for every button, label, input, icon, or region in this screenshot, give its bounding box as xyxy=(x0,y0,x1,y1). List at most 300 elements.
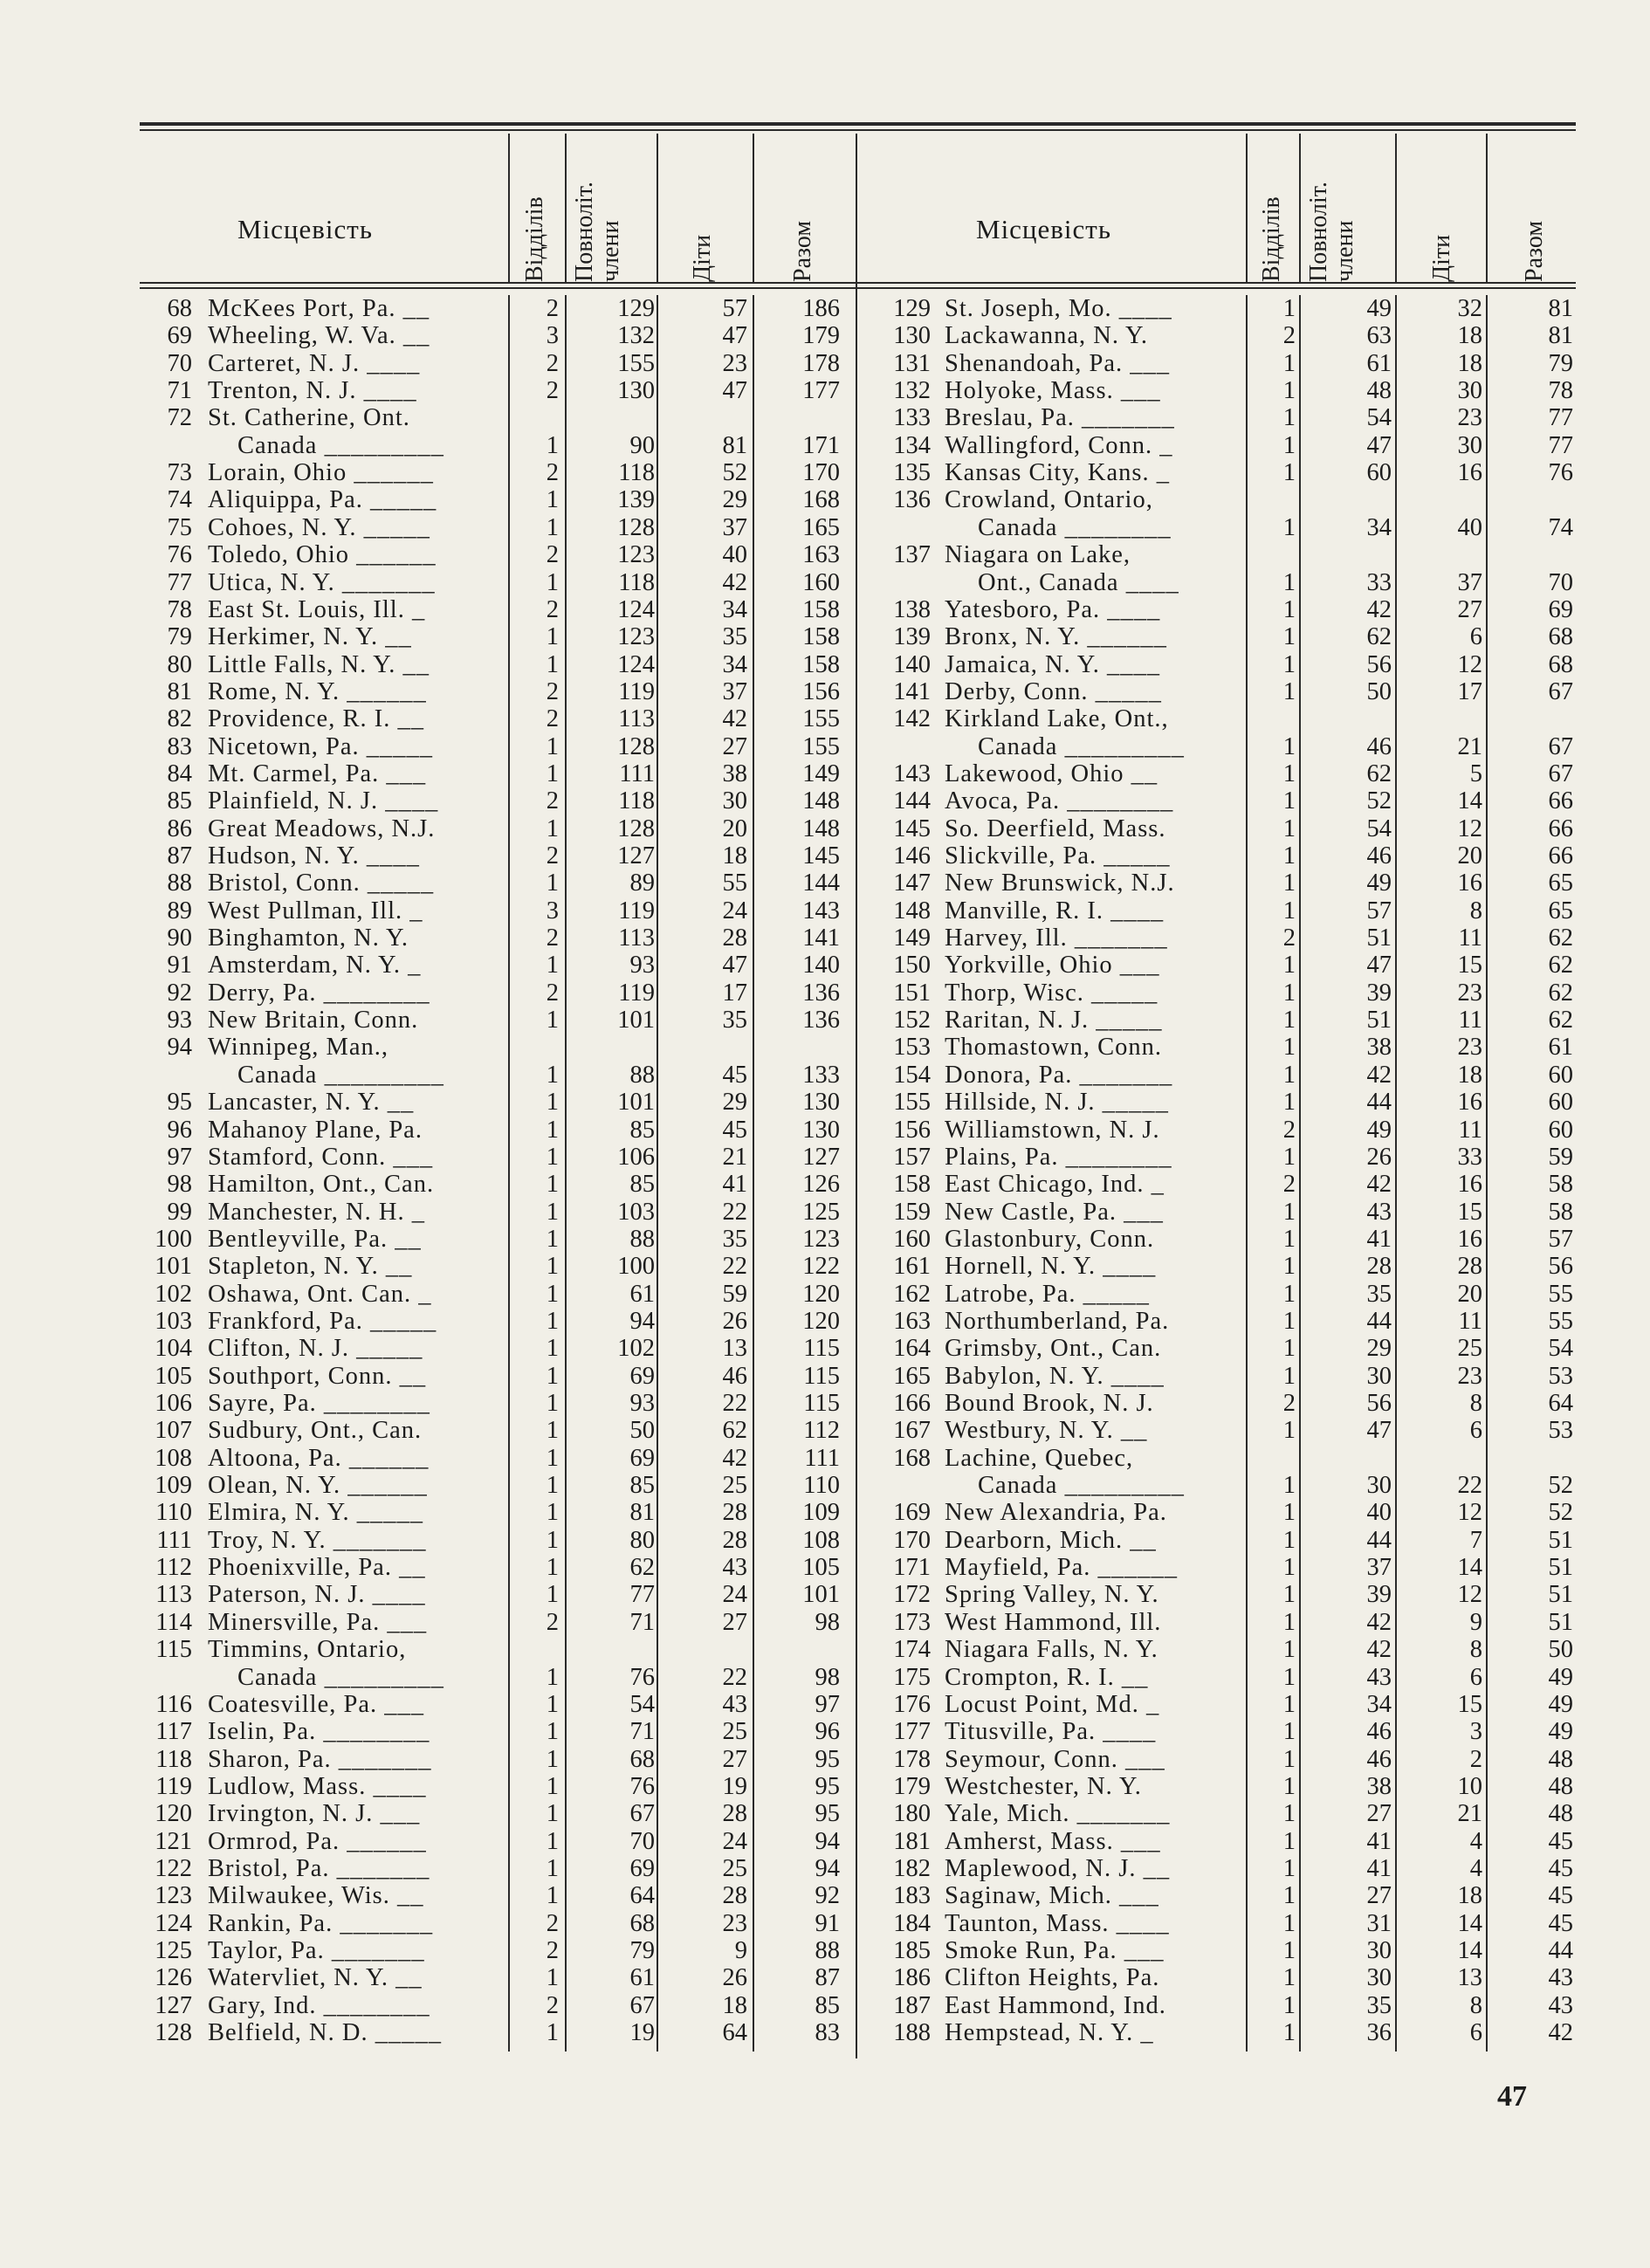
members-value: 57 xyxy=(1366,897,1392,924)
row-number: 110 xyxy=(155,1499,192,1527)
place-name: Hudson, N. Y. ____ xyxy=(208,842,420,869)
members-value: 113 xyxy=(618,924,655,952)
members-value: 42 xyxy=(1366,595,1392,623)
row-number: 71 xyxy=(167,377,192,405)
place-name: Lakewood, Ohio __ xyxy=(945,759,1158,787)
children-value: 15 xyxy=(1457,1690,1482,1718)
members-value: 47 xyxy=(1366,952,1392,979)
members-value: 49 xyxy=(1366,1116,1392,1144)
place-name: Canada _________ xyxy=(237,431,444,459)
place-name: Bentleyville, Pa. __ xyxy=(208,1225,422,1253)
row-number: 80 xyxy=(167,650,192,678)
total-value: 66 xyxy=(1548,787,1573,815)
branches-value: 1 xyxy=(1282,1581,1296,1609)
total-value: 122 xyxy=(802,1253,840,1281)
children-value: 20 xyxy=(722,814,747,842)
row-number: 115 xyxy=(155,1636,192,1664)
members-value: 69 xyxy=(629,1444,655,1472)
row-number: 147 xyxy=(893,869,931,897)
total-value: 79 xyxy=(1548,349,1573,377)
total-value: 149 xyxy=(802,759,840,787)
total-value: 95 xyxy=(815,1772,840,1800)
place-name: Amherst, Mass. ___ xyxy=(945,1827,1161,1855)
branches-value: 1 xyxy=(546,1061,559,1089)
members-value: 119 xyxy=(618,897,655,924)
total-value: 92 xyxy=(815,1882,840,1910)
place-name: Stapleton, N. Y. __ xyxy=(208,1253,413,1281)
children-value: 8 xyxy=(1469,897,1482,924)
members-value: 41 xyxy=(1366,1827,1392,1855)
place-name: Frankford, Pa. _____ xyxy=(208,1307,437,1335)
children-value: 7 xyxy=(1469,1526,1482,1554)
header-divider xyxy=(1299,134,1301,284)
total-value: 42 xyxy=(1548,2019,1573,2047)
branches-value: 1 xyxy=(546,1089,559,1117)
members-value: 127 xyxy=(617,842,655,869)
members-value: 46 xyxy=(1366,1718,1392,1746)
place-name: Jamaica, N. Y. ____ xyxy=(945,650,1160,678)
branches-value: 1 xyxy=(546,1171,559,1199)
children-value: 35 xyxy=(722,1225,747,1253)
row-number: 181 xyxy=(893,1827,931,1855)
children-value: 23 xyxy=(722,349,747,377)
branches-value: 1 xyxy=(1282,1143,1296,1171)
total-value: 50 xyxy=(1548,1636,1573,1664)
place-name: Crompton, R. I. __ xyxy=(945,1663,1149,1691)
children-value: 30 xyxy=(1457,377,1482,405)
members-value: 46 xyxy=(1366,1745,1392,1773)
branches-value: 1 xyxy=(1282,1772,1296,1800)
branches-value: 1 xyxy=(546,1198,559,1226)
place-name: Amsterdam, N. Y. _ xyxy=(208,952,422,979)
children-value: 52 xyxy=(722,459,747,487)
children-value: 57 xyxy=(722,295,747,322)
children-value: 43 xyxy=(722,1690,747,1718)
row-number: 106 xyxy=(155,1390,192,1417)
children-value: 18 xyxy=(722,842,747,869)
row-number: 184 xyxy=(893,1909,931,1937)
children-value: 23 xyxy=(1457,1034,1482,1062)
members-value: 40 xyxy=(1366,1499,1392,1527)
branches-value: 1 xyxy=(546,1745,559,1773)
place-name: Phoenixville, Pa. __ xyxy=(208,1554,426,1582)
place-name: Nicetown, Pa. _____ xyxy=(208,732,434,760)
row-number: 132 xyxy=(893,377,931,405)
row-number: 112 xyxy=(155,1554,192,1582)
column-rule xyxy=(1246,295,1248,2052)
place-name: Lachine, Quebec, xyxy=(945,1444,1134,1472)
branches-value: 1 xyxy=(546,1143,559,1171)
total-value: 186 xyxy=(802,295,840,322)
total-value: 158 xyxy=(802,623,840,651)
branches-value: 1 xyxy=(546,1472,559,1500)
row-number: 139 xyxy=(893,623,931,651)
row-number: 161 xyxy=(893,1253,931,1281)
members-value: 54 xyxy=(1366,814,1392,842)
total-value: 69 xyxy=(1548,595,1573,623)
children-value: 35 xyxy=(722,623,747,651)
members-value: 79 xyxy=(629,1937,655,1964)
members-value: 26 xyxy=(1366,1143,1392,1171)
row-number: 89 xyxy=(167,897,192,924)
row-number: 134 xyxy=(893,431,931,459)
row-number: 162 xyxy=(893,1280,931,1308)
place-name: Niagara Falls, N. Y. xyxy=(945,1636,1158,1664)
total-value: 51 xyxy=(1548,1526,1573,1554)
place-name: Canada _________ xyxy=(978,732,1185,760)
branches-value: 1 xyxy=(1282,1937,1296,1964)
place-name: New Alexandria, Pa. xyxy=(945,1499,1167,1527)
place-name: Plains, Pa. ________ xyxy=(945,1143,1172,1171)
row-number: 122 xyxy=(155,1854,192,1882)
members-value: 118 xyxy=(618,459,655,487)
place-name: Taunton, Mass. ____ xyxy=(945,1909,1170,1937)
row-number: 135 xyxy=(893,459,931,487)
row-number: 131 xyxy=(893,349,931,377)
branches-value: 1 xyxy=(1282,349,1296,377)
row-number: 90 xyxy=(167,924,192,952)
members-value: 80 xyxy=(629,1526,655,1554)
children-value: 34 xyxy=(722,650,747,678)
members-value: 42 xyxy=(1366,1608,1392,1636)
members-value: 44 xyxy=(1366,1089,1392,1117)
place-name: Raritan, N. J. _____ xyxy=(945,1007,1163,1034)
members-value: 90 xyxy=(629,431,655,459)
row-number: 102 xyxy=(155,1280,192,1308)
place-name: Watervliet, N. Y. __ xyxy=(208,1964,423,1992)
place-name: Lancaster, N. Y. __ xyxy=(208,1089,415,1117)
total-value: 141 xyxy=(802,924,840,952)
members-value: 46 xyxy=(1366,842,1392,869)
members-value: 30 xyxy=(1366,1472,1392,1500)
place-name: Belfield, N. D. _____ xyxy=(208,2019,442,2047)
column-rule xyxy=(1486,295,1488,2052)
place-name: Toledo, Ohio ______ xyxy=(208,541,437,569)
branches-value: 1 xyxy=(1282,1991,1296,2019)
branches-value: 1 xyxy=(1282,759,1296,787)
children-value: 40 xyxy=(722,541,747,569)
branches-value: 1 xyxy=(1282,295,1296,322)
total-value: 45 xyxy=(1548,1827,1573,1855)
row-number: 149 xyxy=(893,924,931,952)
children-value: 13 xyxy=(1457,1964,1482,1992)
place-name: So. Deerfield, Mass. xyxy=(945,814,1166,842)
members-value: 81 xyxy=(629,1499,655,1527)
branches-value: 1 xyxy=(1282,595,1296,623)
members-value: 61 xyxy=(1366,349,1392,377)
children-value: 37 xyxy=(722,677,747,705)
members-value: 62 xyxy=(629,1554,655,1582)
branches-value: 1 xyxy=(1282,1526,1296,1554)
row-number: 127 xyxy=(155,1991,192,2019)
place-name: Titusville, Pa. ____ xyxy=(945,1718,1157,1746)
place-name: Sayre, Pa. ________ xyxy=(208,1390,430,1417)
branches-value: 1 xyxy=(1282,1608,1296,1636)
members-value: 49 xyxy=(1366,869,1392,897)
place-name: Yatesboro, Pa. ____ xyxy=(945,595,1161,623)
row-number: 96 xyxy=(167,1116,192,1144)
place-name: Harvey, Ill. _______ xyxy=(945,924,1168,952)
children-value: 12 xyxy=(1457,1581,1482,1609)
children-value: 38 xyxy=(722,759,747,787)
total-value: 66 xyxy=(1548,842,1573,869)
row-number: 81 xyxy=(167,677,192,705)
place-name: Olean, N. Y. ______ xyxy=(208,1472,428,1500)
row-number: 179 xyxy=(893,1772,931,1800)
column-rule xyxy=(753,295,754,2052)
place-name: Sharon, Pa. _______ xyxy=(208,1745,432,1773)
children-value: 26 xyxy=(722,1964,747,1992)
branches-value: 1 xyxy=(546,1581,559,1609)
total-value: 130 xyxy=(802,1116,840,1144)
place-name: Sudbury, Ont., Can. xyxy=(208,1417,423,1445)
children-value: 23 xyxy=(1457,979,1482,1007)
total-value: 112 xyxy=(803,1417,840,1445)
branches-value: 1 xyxy=(546,568,559,596)
place-name: Ormrod, Pa. ______ xyxy=(208,1827,427,1855)
total-value: 76 xyxy=(1548,459,1573,487)
row-number: 159 xyxy=(893,1198,931,1226)
place-name: Bound Brook, N. J. xyxy=(945,1390,1154,1417)
children-value: 27 xyxy=(722,732,747,760)
place-name: Paterson, N. J. ____ xyxy=(208,1581,426,1609)
branches-value: 1 xyxy=(1282,897,1296,924)
header-divider xyxy=(753,134,754,284)
place-name: Canada _________ xyxy=(978,1472,1185,1500)
place-name: East Hammond, Ind. xyxy=(945,1991,1166,2019)
total-value: 74 xyxy=(1548,513,1573,541)
children-value: 34 xyxy=(722,595,747,623)
row-number: 99 xyxy=(167,1198,192,1226)
members-value: 132 xyxy=(617,322,655,350)
branches-value: 1 xyxy=(1282,650,1296,678)
branches-value: 1 xyxy=(546,1772,559,1800)
members-value: 38 xyxy=(1366,1034,1392,1062)
branches-value: 1 xyxy=(1282,1089,1296,1117)
branches-value: 1 xyxy=(546,486,559,514)
children-value: 30 xyxy=(1457,431,1482,459)
branches-value: 2 xyxy=(546,979,559,1007)
total-value: 77 xyxy=(1548,431,1573,459)
total-value: 158 xyxy=(802,595,840,623)
row-number: 119 xyxy=(155,1772,192,1800)
row-number: 185 xyxy=(893,1937,931,1964)
branches-value: 1 xyxy=(546,1663,559,1691)
row-number: 105 xyxy=(155,1362,192,1390)
total-value: 170 xyxy=(802,459,840,487)
place-name: Manchester, N. H. _ xyxy=(208,1198,425,1226)
children-value: 22 xyxy=(722,1663,747,1691)
row-number: 100 xyxy=(155,1225,192,1253)
column-rule xyxy=(657,295,658,2052)
total-value: 66 xyxy=(1548,814,1573,842)
members-value: 124 xyxy=(617,595,655,623)
children-value: 42 xyxy=(722,705,747,733)
branches-value: 2 xyxy=(546,1608,559,1636)
total-value: 163 xyxy=(802,541,840,569)
place-name: Maplewood, N. J. __ xyxy=(945,1854,1171,1882)
children-value: 10 xyxy=(1457,1772,1482,1800)
row-number: 86 xyxy=(167,814,192,842)
members-value: 139 xyxy=(617,486,655,514)
children-value: 28 xyxy=(722,1526,747,1554)
members-value: 42 xyxy=(1366,1061,1392,1089)
row-number: 75 xyxy=(167,513,192,541)
total-value: 49 xyxy=(1548,1663,1573,1691)
place-name: New Castle, Pa. ___ xyxy=(945,1198,1164,1226)
row-number: 167 xyxy=(893,1417,931,1445)
branches-value: 1 xyxy=(1282,1198,1296,1226)
row-number: 154 xyxy=(893,1061,931,1089)
total-value: 110 xyxy=(803,1472,840,1500)
children-value: 27 xyxy=(722,1608,747,1636)
members-value: 88 xyxy=(629,1225,655,1253)
place-name: Grimsby, Ont., Can. xyxy=(945,1335,1162,1363)
branches-header-right: Відділів xyxy=(1258,196,1285,282)
branches-value: 1 xyxy=(1282,431,1296,459)
children-value: 25 xyxy=(1457,1335,1482,1363)
total-value: 53 xyxy=(1548,1362,1573,1390)
row-number: 92 xyxy=(167,979,192,1007)
branches-value: 1 xyxy=(546,1225,559,1253)
children-value: 27 xyxy=(1457,595,1482,623)
total-value: 62 xyxy=(1548,924,1573,952)
children-value: 14 xyxy=(1457,1554,1482,1582)
total-value: 48 xyxy=(1548,1745,1573,1773)
branches-value: 1 xyxy=(1282,2019,1296,2047)
branches-value: 1 xyxy=(1282,1280,1296,1308)
members-value: 54 xyxy=(629,1690,655,1718)
row-number: 152 xyxy=(893,1007,931,1034)
total-value: 96 xyxy=(815,1718,840,1746)
members-value: 29 xyxy=(1366,1335,1392,1363)
place-name: Kirkland Lake, Ont., xyxy=(945,705,1169,733)
total-value: 125 xyxy=(802,1198,840,1226)
children-value: 45 xyxy=(722,1061,747,1089)
place-name: Derby, Conn. _____ xyxy=(945,677,1162,705)
column-rule xyxy=(508,295,510,2052)
place-name: Lackawanna, N. Y. xyxy=(945,322,1149,350)
branches-value: 1 xyxy=(546,952,559,979)
total-value: 48 xyxy=(1548,1772,1573,1800)
row-number: 188 xyxy=(893,2019,931,2047)
members-value: 63 xyxy=(1366,322,1392,350)
branches-value: 1 xyxy=(546,732,559,760)
total-value: 83 xyxy=(815,2019,840,2047)
children-value: 28 xyxy=(722,924,747,952)
row-number: 171 xyxy=(893,1554,931,1582)
members-value: 51 xyxy=(1366,924,1392,952)
members-value: 113 xyxy=(618,705,655,733)
total-value: 126 xyxy=(802,1171,840,1199)
row-number: 73 xyxy=(167,459,192,487)
branches-value: 2 xyxy=(546,595,559,623)
row-number: 187 xyxy=(893,1991,931,2019)
total-value: 109 xyxy=(802,1499,840,1527)
branches-value: 1 xyxy=(546,1526,559,1554)
branches-value: 1 xyxy=(1282,1964,1296,1992)
children-value: 22 xyxy=(722,1390,747,1417)
row-number: 84 xyxy=(167,759,192,787)
children-value: 8 xyxy=(1469,1636,1482,1664)
place-name: Elmira, N. Y. _____ xyxy=(208,1499,423,1527)
children-value: 28 xyxy=(722,1800,747,1828)
branches-value: 1 xyxy=(546,1307,559,1335)
total-value: 160 xyxy=(802,568,840,596)
children-value: 18 xyxy=(1457,322,1482,350)
row-number: 158 xyxy=(893,1171,931,1199)
row-number: 130 xyxy=(893,322,931,350)
members-value: 54 xyxy=(1366,404,1392,432)
place-name: Canada ________ xyxy=(978,513,1172,541)
row-number: 153 xyxy=(893,1034,931,1062)
total-value: 148 xyxy=(802,787,840,815)
place-name: West Pullman, Ill. _ xyxy=(208,897,423,924)
place-name: Locust Point, Md. _ xyxy=(945,1690,1160,1718)
row-number: 182 xyxy=(893,1854,931,1882)
children-value: 41 xyxy=(722,1171,747,1199)
place-name: Southport, Conn. __ xyxy=(208,1362,427,1390)
members-value: 85 xyxy=(629,1171,655,1199)
children-value: 22 xyxy=(722,1198,747,1226)
members-value: 128 xyxy=(617,732,655,760)
children-value: 29 xyxy=(722,1089,747,1117)
children-value: 28 xyxy=(722,1499,747,1527)
row-number: 155 xyxy=(893,1089,931,1117)
row-number: 109 xyxy=(155,1472,192,1500)
children-value: 9 xyxy=(1469,1608,1482,1636)
place-name: McKees Port, Pa. __ xyxy=(208,295,430,322)
branches-value: 1 xyxy=(1282,1882,1296,1910)
members-header-right: Повноліт. члени xyxy=(1305,182,1358,282)
place-name: Gary, Ind. ________ xyxy=(208,1991,430,2019)
row-number: 174 xyxy=(893,1636,931,1664)
branches-value: 2 xyxy=(546,1991,559,2019)
branches-value: 1 xyxy=(1282,1061,1296,1089)
branches-value: 2 xyxy=(1282,322,1296,350)
children-value: 17 xyxy=(1457,677,1482,705)
place-name: Clifton Heights, Pa. xyxy=(945,1964,1160,1992)
branches-value: 1 xyxy=(546,1335,559,1363)
members-value: 101 xyxy=(617,1089,655,1117)
members-value: 77 xyxy=(629,1581,655,1609)
place-name: Latrobe, Pa. _____ xyxy=(945,1280,1150,1308)
total-value: 59 xyxy=(1548,1143,1573,1171)
row-number: 114 xyxy=(155,1608,192,1636)
place-name: Hornell, N. Y. ____ xyxy=(945,1253,1157,1281)
children-value: 37 xyxy=(722,513,747,541)
branches-value: 2 xyxy=(546,295,559,322)
branches-value: 1 xyxy=(546,759,559,787)
place-name: Trenton, N. J. ____ xyxy=(208,377,417,405)
place-name: Crowland, Ontario, xyxy=(945,486,1153,514)
children-value: 16 xyxy=(1457,869,1482,897)
children-value: 32 xyxy=(1457,295,1482,322)
members-value: 31 xyxy=(1366,1909,1392,1937)
children-value: 25 xyxy=(722,1854,747,1882)
branches-value: 2 xyxy=(1282,924,1296,952)
total-value: 62 xyxy=(1548,1007,1573,1034)
children-value: 22 xyxy=(722,1253,747,1281)
children-value: 11 xyxy=(1458,1007,1482,1034)
members-value: 69 xyxy=(629,1362,655,1390)
branches-value: 1 xyxy=(546,814,559,842)
branches-value: 1 xyxy=(1282,732,1296,760)
branches-value: 2 xyxy=(546,541,559,569)
branches-value: 2 xyxy=(546,924,559,952)
place-name: Minersville, Pa. ___ xyxy=(208,1608,428,1636)
total-value: 155 xyxy=(802,732,840,760)
